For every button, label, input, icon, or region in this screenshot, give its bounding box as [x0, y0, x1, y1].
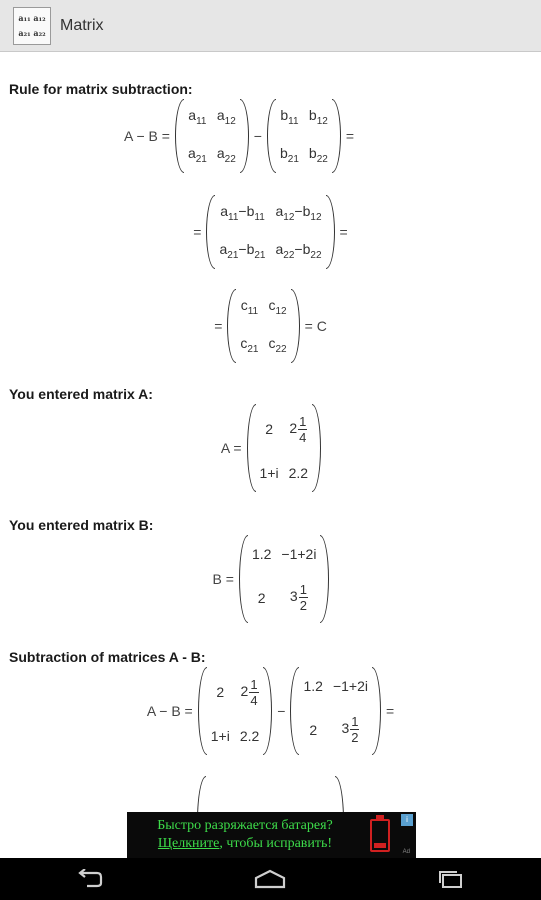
matrix-cell: $a_{21}$ — [187, 145, 207, 165]
icon-glyph: a₂₂ — [33, 28, 46, 38]
equals-sign: = — [193, 224, 202, 240]
left-paren — [227, 289, 236, 363]
matrix-a-label: A = — [220, 440, 242, 456]
matrix-cell: 1+i — [210, 728, 230, 745]
icon-glyph: a₂₁ — [18, 28, 31, 38]
matrix-cell: 2 — [265, 421, 273, 438]
action-bar — [0, 0, 541, 52]
icon-glyph: a₁₁ — [18, 13, 31, 23]
matrix-cell: 1.2 — [251, 545, 272, 562]
subtraction-result-partial — [0, 776, 541, 812]
battery-icon — [370, 819, 390, 852]
matrix-cell: $a_{12}$ — [216, 107, 236, 127]
matrix-app-icon[interactable] — [13, 7, 51, 45]
back-button[interactable] — [60, 858, 120, 900]
matrix-a-symbolic — [175, 99, 249, 173]
rule-row-2 — [0, 195, 541, 269]
system-nav-bar — [0, 858, 541, 900]
matrix-cell: 2 — [309, 721, 318, 738]
matrix-cell: $a_{11}-b_{11}$ — [220, 203, 265, 223]
back-icon — [75, 869, 105, 889]
matrix-a-operand — [198, 667, 273, 755]
right-paren — [263, 667, 272, 755]
rule-heading: Rule for matrix subtraction: — [9, 81, 193, 97]
app-title: Matrix — [60, 16, 104, 34]
rule-row-1 — [0, 99, 541, 173]
matrix-b-symbolic — [267, 99, 341, 173]
matrix-cell: 2 $\frac{1}{4}$ — [289, 413, 307, 445]
ad-info-icon[interactable]: i — [401, 814, 413, 826]
left-paren — [197, 776, 206, 812]
matrix-cell: 2 — [216, 684, 225, 701]
content-scroll[interactable] — [0, 52, 541, 812]
matrix-difference-symbolic — [206, 195, 334, 269]
matrix-cell: −1+2i — [332, 677, 368, 694]
recents-icon — [436, 869, 466, 889]
matrix-cell: $a_{11}$ — [188, 107, 207, 127]
matrix-cell: 3 $\frac{1}{2}$ — [341, 714, 359, 746]
matrix-cell: $b_{12}$ — [308, 107, 328, 127]
ad-cta-link[interactable]: Щелкните — [157, 836, 220, 851]
left-paren — [290, 667, 299, 755]
subtraction-heading: Subtraction of matrices A - B: — [9, 649, 206, 665]
matrix-cell: 3 $\frac{1}{2}$ — [289, 582, 307, 614]
matrix-a-row — [0, 404, 541, 492]
matrix-cell: $c_{22}$ — [268, 335, 287, 355]
matrix-b-operand — [290, 667, 381, 755]
recents-button[interactable] — [421, 858, 481, 900]
ad-headline: Быстро разряжается батарея? — [157, 818, 333, 833]
left-paren — [247, 404, 256, 492]
home-button[interactable] — [240, 858, 300, 900]
matrix-result-partial — [197, 776, 344, 812]
matrix-cell: $c_{12}$ — [268, 297, 287, 317]
matrix-b-heading: You entered matrix B: — [9, 517, 154, 533]
matrix-cell: 2 $\frac{1}{4}$ — [240, 676, 258, 708]
right-paren — [240, 99, 249, 173]
matrix-cell: $b_{21}$ — [279, 145, 299, 165]
matrix-a — [247, 404, 322, 492]
equals-sign: = — [339, 224, 348, 240]
left-paren — [206, 195, 215, 269]
subtraction-row — [0, 667, 541, 755]
left-paren — [175, 99, 184, 173]
rule-lhs: A − B = — [124, 128, 170, 144]
ad-cta[interactable] — [135, 836, 355, 852]
minus-sign: − — [277, 703, 286, 719]
matrix-cell: 2 — [257, 589, 266, 606]
rule-row-3 — [0, 289, 541, 363]
right-paren — [335, 776, 344, 812]
matrix-a-heading: You entered matrix A: — [9, 386, 153, 402]
ad-cta-rest: , чтобы исправить! — [219, 836, 333, 851]
matrix-cell: $a_{22}-b_{22}$ — [275, 241, 322, 261]
ad-attribution: Ad — [402, 849, 410, 855]
matrix-cell: $a_{21}-b_{21}$ — [219, 241, 266, 261]
matrix-cell: $b_{22}$ — [308, 145, 328, 165]
matrix-b-row — [0, 535, 541, 623]
equals-sign: = — [386, 703, 395, 719]
right-paren — [372, 667, 381, 755]
matrix-c-symbolic — [227, 289, 299, 363]
matrix-cell: 2.2 — [288, 465, 309, 482]
matrix-cell: $a_{22}$ — [216, 145, 236, 165]
equals-sign: = — [345, 128, 354, 144]
right-paren — [326, 195, 335, 269]
right-paren — [320, 535, 329, 623]
right-paren — [312, 404, 321, 492]
matrix-cell: −1+2i — [281, 545, 317, 562]
home-icon — [253, 869, 287, 889]
subtraction-label: A − B = — [146, 703, 193, 719]
ad-banner[interactable] — [127, 812, 416, 858]
matrix-cell: $a_{12}-b_{12}$ — [275, 203, 322, 223]
equals-sign: = — [214, 318, 223, 334]
right-paren — [332, 99, 341, 173]
matrix-cell: 1.2 — [303, 677, 323, 694]
left-paren — [239, 535, 248, 623]
matrix-cell: $c_{11}$ — [240, 297, 259, 317]
matrix-b-label: B = — [212, 571, 234, 587]
result-label: = C — [304, 318, 327, 334]
left-paren — [198, 667, 207, 755]
left-paren — [267, 99, 276, 173]
icon-glyph: a₁₂ — [33, 13, 46, 23]
minus-sign: − — [253, 128, 262, 144]
matrix-b — [239, 535, 330, 623]
matrix-cell: $c_{21}$ — [240, 335, 259, 355]
matrix-cell: 2.2 — [239, 728, 260, 745]
right-paren — [291, 289, 300, 363]
matrix-cell: $b_{11}$ — [280, 107, 299, 127]
matrix-cell: 1+i — [259, 465, 279, 482]
